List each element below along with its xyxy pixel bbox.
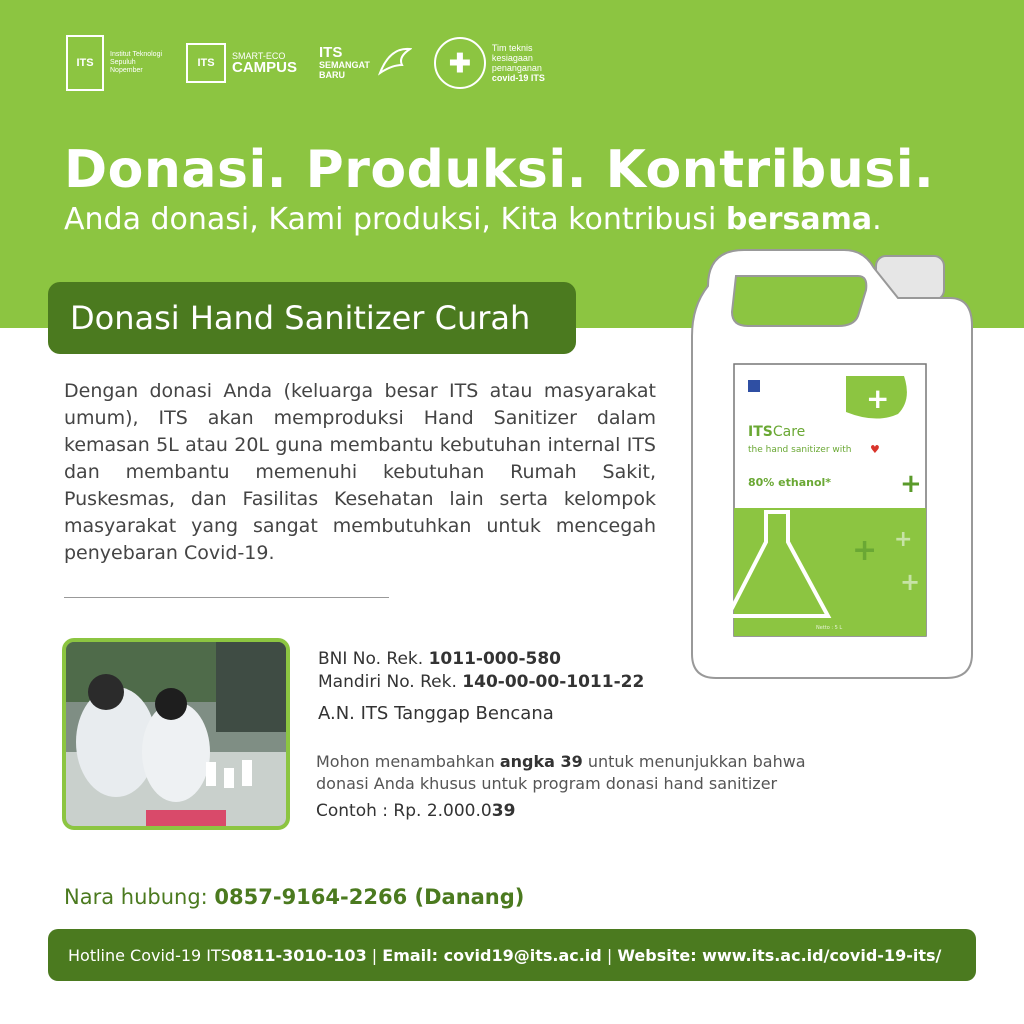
semangat-line1: ITS bbox=[319, 44, 343, 61]
donation-note bbox=[316, 751, 856, 795]
eco-sub2: CAMPUS bbox=[232, 59, 298, 76]
label-cross-icon: + bbox=[900, 568, 921, 596]
lab-workers-image bbox=[66, 642, 286, 826]
subline-prefix: Anda donasi, Kami produksi, Kita kontribusi bbox=[64, 202, 726, 237]
bni-number: 1011-000-580 bbox=[428, 649, 561, 669]
note-bold: angka 39 bbox=[499, 752, 583, 771]
its-logo-subtitle: Institut Teknologi Sepuluh Nopember bbox=[110, 51, 163, 74]
headline: Donasi. Produksi. Kontribusi. bbox=[64, 140, 935, 200]
its-emblem-icon: ITS bbox=[66, 35, 104, 91]
covid-text2: kesiagaan bbox=[491, 53, 533, 63]
label-netto: Netto : 5 L bbox=[816, 625, 843, 631]
jug-handle bbox=[732, 276, 866, 326]
bni-label: BNI No. Rek. bbox=[318, 649, 429, 669]
label-tagline: the hand sanitizer with bbox=[748, 445, 852, 455]
hotline-number: 0811-3010-103 bbox=[230, 945, 367, 965]
donation-example bbox=[316, 801, 515, 821]
contact-person bbox=[64, 885, 524, 909]
its-logo bbox=[66, 35, 164, 91]
covid-text3: penanganan bbox=[491, 63, 542, 73]
mandiri-label: Mandiri No. Rek. bbox=[318, 672, 463, 692]
semangat-line3: BARU bbox=[319, 70, 346, 80]
section-title-pill bbox=[48, 282, 576, 354]
label-cross-icon: + bbox=[900, 469, 922, 499]
its-semangat-baru-logo bbox=[319, 43, 412, 83]
account-name: A.N. ITS Tanggap Bencana bbox=[318, 703, 554, 724]
lab-photo bbox=[62, 638, 290, 830]
semangat-line2: SEMANGAT bbox=[319, 60, 370, 70]
mandiri-number: 140-00-00-1011-22 bbox=[462, 672, 645, 692]
label-logo-icon bbox=[748, 380, 760, 392]
example-label: Contoh : Rp. 2.000.0 bbox=[316, 801, 492, 821]
bni-account bbox=[318, 649, 561, 669]
leaf-emblem-icon: ITS bbox=[186, 43, 226, 83]
website-link[interactable]: Website: www.its.ac.id/covid-19-its/ bbox=[617, 945, 942, 965]
sanitizer-jerrycan bbox=[688, 246, 976, 682]
covid-text4: covid-19 ITS bbox=[491, 73, 545, 83]
mandiri-account bbox=[318, 672, 644, 692]
divider bbox=[64, 597, 389, 598]
bird-icon bbox=[376, 43, 412, 83]
footer-separator: | bbox=[366, 945, 383, 965]
smart-eco-campus-logo bbox=[186, 43, 297, 83]
footer-separator: | bbox=[601, 945, 618, 965]
covid-text1: Tim teknis bbox=[491, 43, 533, 53]
subline bbox=[64, 202, 882, 237]
note-prefix: Mohon menambahkan bbox=[316, 752, 500, 771]
email-link[interactable]: Email: covid19@its.ac.id bbox=[382, 945, 602, 965]
subline-bold: bersama bbox=[725, 202, 873, 237]
contact-value: 0857-9164-2266 (Danang) bbox=[214, 885, 525, 909]
label-brand: ITSCare bbox=[748, 424, 806, 440]
label-ethanol: 80% ethanol* bbox=[748, 476, 832, 489]
subline-suffix: . bbox=[872, 202, 882, 237]
medical-cross-icon: ✚ bbox=[434, 37, 486, 89]
label-cross-icon: + bbox=[866, 382, 890, 415]
example-bold: 39 bbox=[491, 801, 516, 821]
contact-label: Nara hubung: bbox=[64, 885, 215, 909]
label-cross-icon: + bbox=[894, 527, 913, 552]
hotline-label: Hotline Covid-19 ITS bbox=[68, 945, 231, 965]
note-suffix: untuk menunjukkan bahwa donasi Anda khusus untuk program donasi hand sanitizer bbox=[316, 752, 806, 793]
description-paragraph: Dengan donasi Anda (keluarga besar ITS atau masyarakat umum), ITS akan memproduksi Hand Sanitizer dalam kemasan 5L atau 20L guna membantu kebutuhan internal ITS dan membantu memenuhi kebutuhan Rumah Sakit, Puskesmas, dan Fasilitas Kesehatan lain serta kelompok masyarakat yang sangat membutuhkan untuk mencegah penyebaran Covid-19. bbox=[64, 380, 656, 564]
eco-sub1: SMART-ECO bbox=[232, 51, 286, 61]
footer-bar bbox=[48, 929, 976, 981]
logo-row bbox=[66, 28, 545, 98]
section-title: Donasi Hand Sanitizer Curah bbox=[70, 299, 531, 337]
heart-icon: ♥ bbox=[870, 443, 880, 456]
label-cross-icon: + bbox=[852, 533, 878, 568]
covid-team-logo bbox=[434, 37, 545, 89]
